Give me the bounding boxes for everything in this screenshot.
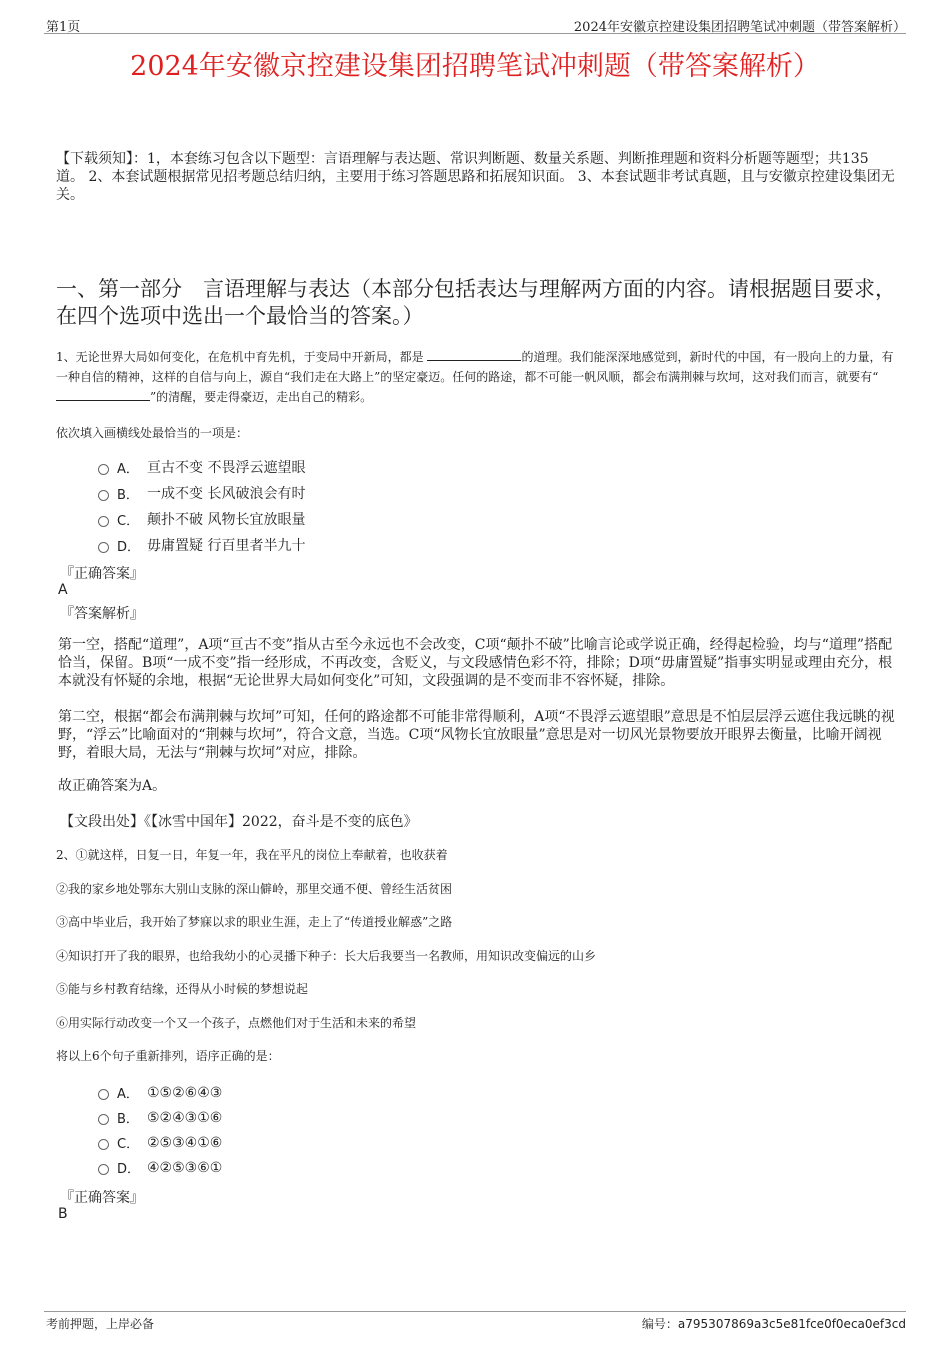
option-label: C． — [117, 1137, 140, 1152]
q2-sentence: ⑤能与乡村教育结缘，还得从小时候的梦想说起 — [56, 982, 309, 996]
q1-answer: A — [58, 582, 68, 598]
q2-sentence: 2、①就这样，日复一日，年复一年，我在平凡的岗位上奉献着，也收获着 — [56, 848, 448, 862]
option-text: ④②⑤③⑥① — [147, 1159, 223, 1176]
option-label: A． — [117, 1087, 139, 1102]
question-1-prompt: 依次填入画横线处最恰当的一项是： — [56, 426, 249, 440]
q1-option-c[interactable] — [98, 509, 305, 529]
question-1-text-b: 的道理。我们能深深地感觉到，新时代的中国，有一股向上的力量，有一种自信的精神，这样的自信与向上，源自“我们走在大路上”的坚定豪迈。任何的路途，都不可能一帆风顺，都会布满荆棘与坎坷，这对我们而言，就要有“ — [56, 350, 894, 384]
option-text: ⑤②④③①⑥ — [147, 1109, 223, 1126]
code-label: 编号： — [641, 1317, 678, 1331]
option-label: B． — [117, 487, 139, 503]
option-text: 亘古不变 不畏浮云遮望眼 — [147, 460, 306, 476]
option-label: D． — [117, 1162, 141, 1177]
q1-analysis-label: 『答案解析』 — [60, 606, 144, 622]
q1-option-a[interactable] — [98, 457, 305, 477]
q2-sentence: ③高中毕业后，我开始了梦寐以求的职业生涯，走上了“传道授业解惑”之路 — [56, 915, 453, 929]
option-label: D． — [117, 539, 141, 555]
q1-analysis-1: 第一空，搭配“道理”，A项“亘古不变”指从古至今永远也不会改变，C项“颠扑不破”比喻言论或学说正确，经得起检验，均与“道理”搭配恰当，保留。B项“一成不变”指一经形成，不再改变，含贬义，与文段感情色彩不符，排除；D项“毋庸置疑”指事实明显或理由充分，根本就没有怀疑的余地，根据“无论世界大局如何变化”可知，文段强调的是不变而非不容怀疑，排除。 — [58, 637, 893, 689]
radio-icon[interactable] — [98, 542, 109, 553]
option-text: 颠扑不破 风物长宜放眼量 — [147, 512, 306, 528]
radio-icon[interactable] — [98, 1164, 109, 1175]
option-text: 毋庸置疑 行百里者半九十 — [147, 538, 306, 554]
q2-option-a[interactable] — [98, 1083, 222, 1102]
footer-code — [642, 1315, 906, 1332]
option-label: C． — [117, 513, 140, 529]
q1-option-d[interactable] — [98, 535, 305, 555]
q1-analysis-2: 第二空，根据“都会布满荆棘与坎坷”可知，任何的路途都不可能非常得顺利，A项“不畏浮云遮望眼”意思是不怕层层浮云遮住我远眺的视野，“浮云”比喻面对的“荆棘与坎坷”，符合文意，当选。C项“风物长宜放眼量”意思是对一切风光景物要放开眼界去衡量，比喻开阔视野，着眼大局，无法与“荆棘与坎坷”对应，排除。 — [58, 709, 895, 761]
question-2-prompt: 将以上6个句子重新排列，语序正确的是： — [56, 1049, 280, 1063]
header-title: 2024年安徽京控建设集团招聘笔试冲刺题（带答案解析） — [573, 20, 906, 35]
q2-option-d[interactable] — [98, 1158, 222, 1177]
q2-sentence: ⑥用实际行动改变一个又一个孩子，点燃他们对于生活和未来的希望 — [56, 1016, 417, 1030]
blank-2 — [56, 388, 150, 401]
radio-icon[interactable] — [98, 464, 109, 475]
q1-answer-label: 『正确答案』 — [60, 566, 144, 582]
option-text: ②⑤③④①⑥ — [147, 1134, 223, 1151]
q1-option-b[interactable] — [98, 483, 305, 503]
footer-divider — [44, 1311, 906, 1312]
footer-slogan: 考前押题，上岸必备 — [46, 1317, 155, 1331]
q2-sentence: ④知识打开了我的眼界，也给我幼小的心灵播下种子：长大后我要当一名教师，用知识改变偏远的山乡 — [56, 949, 597, 963]
q2-answer-label: 『正确答案』 — [60, 1190, 144, 1206]
q2-option-b[interactable] — [98, 1108, 222, 1127]
question-1-text-c: ”的清醒，要走得豪迈，走出自己的精彩。 — [150, 390, 373, 404]
q1-conclusion: 故正确答案为A。 — [58, 778, 167, 794]
page-number: 第1页 — [46, 20, 81, 35]
q2-answer: B — [58, 1206, 68, 1222]
radio-icon[interactable] — [98, 490, 109, 501]
section-title: 一、第一部分 言语理解与表达（本部分包括表达与理解两方面的内容。请根据题目要求，在四个选项中选出一个最恰当的答案。） — [56, 277, 896, 328]
download-notice: 【下载须知】：1，本套练习包含以下题型：言语理解与表达题、常识判断题、数量关系题、判断推理题和资料分析题等题型；共135道。 2、本套试题根据常见招考题总结归纳，主要用于练习答题思路和拓展知识面。 3、本套试题非考试真题，且与安徽京控建设集团无关。 — [56, 151, 895, 203]
code-value: a795307869a3c5e81fce0f0eca0ef3cd — [677, 1317, 906, 1331]
option-label: A． — [117, 461, 139, 477]
q2-sentence: ②我的家乡地处鄂东大别山支脉的深山僻岭，那里交通不便、曾经生活贫困 — [56, 882, 453, 896]
q1-source: 【文段出处】《【冰雪中国年】2022，奋斗是不变的底色》 — [60, 814, 418, 830]
option-text: 一成不变 长风破浪会有时 — [147, 486, 306, 502]
radio-icon[interactable] — [98, 1114, 109, 1125]
q2-option-c[interactable] — [98, 1133, 222, 1152]
question-1-text-a: 1、无论世界大局如何变化，在危机中育先机，于变局中开新局，都是 — [56, 350, 424, 364]
blank-1 — [427, 348, 521, 361]
document-title: 2024年安徽京控建设集团招聘笔试冲刺题（带答案解析） — [130, 51, 820, 82]
radio-icon[interactable] — [98, 1089, 109, 1100]
header-divider — [44, 33, 906, 34]
option-label: B． — [117, 1112, 139, 1127]
question-1-text — [56, 347, 896, 407]
option-text: ①⑤②⑥④③ — [147, 1084, 223, 1101]
radio-icon[interactable] — [98, 1139, 109, 1150]
radio-icon[interactable] — [98, 516, 109, 527]
